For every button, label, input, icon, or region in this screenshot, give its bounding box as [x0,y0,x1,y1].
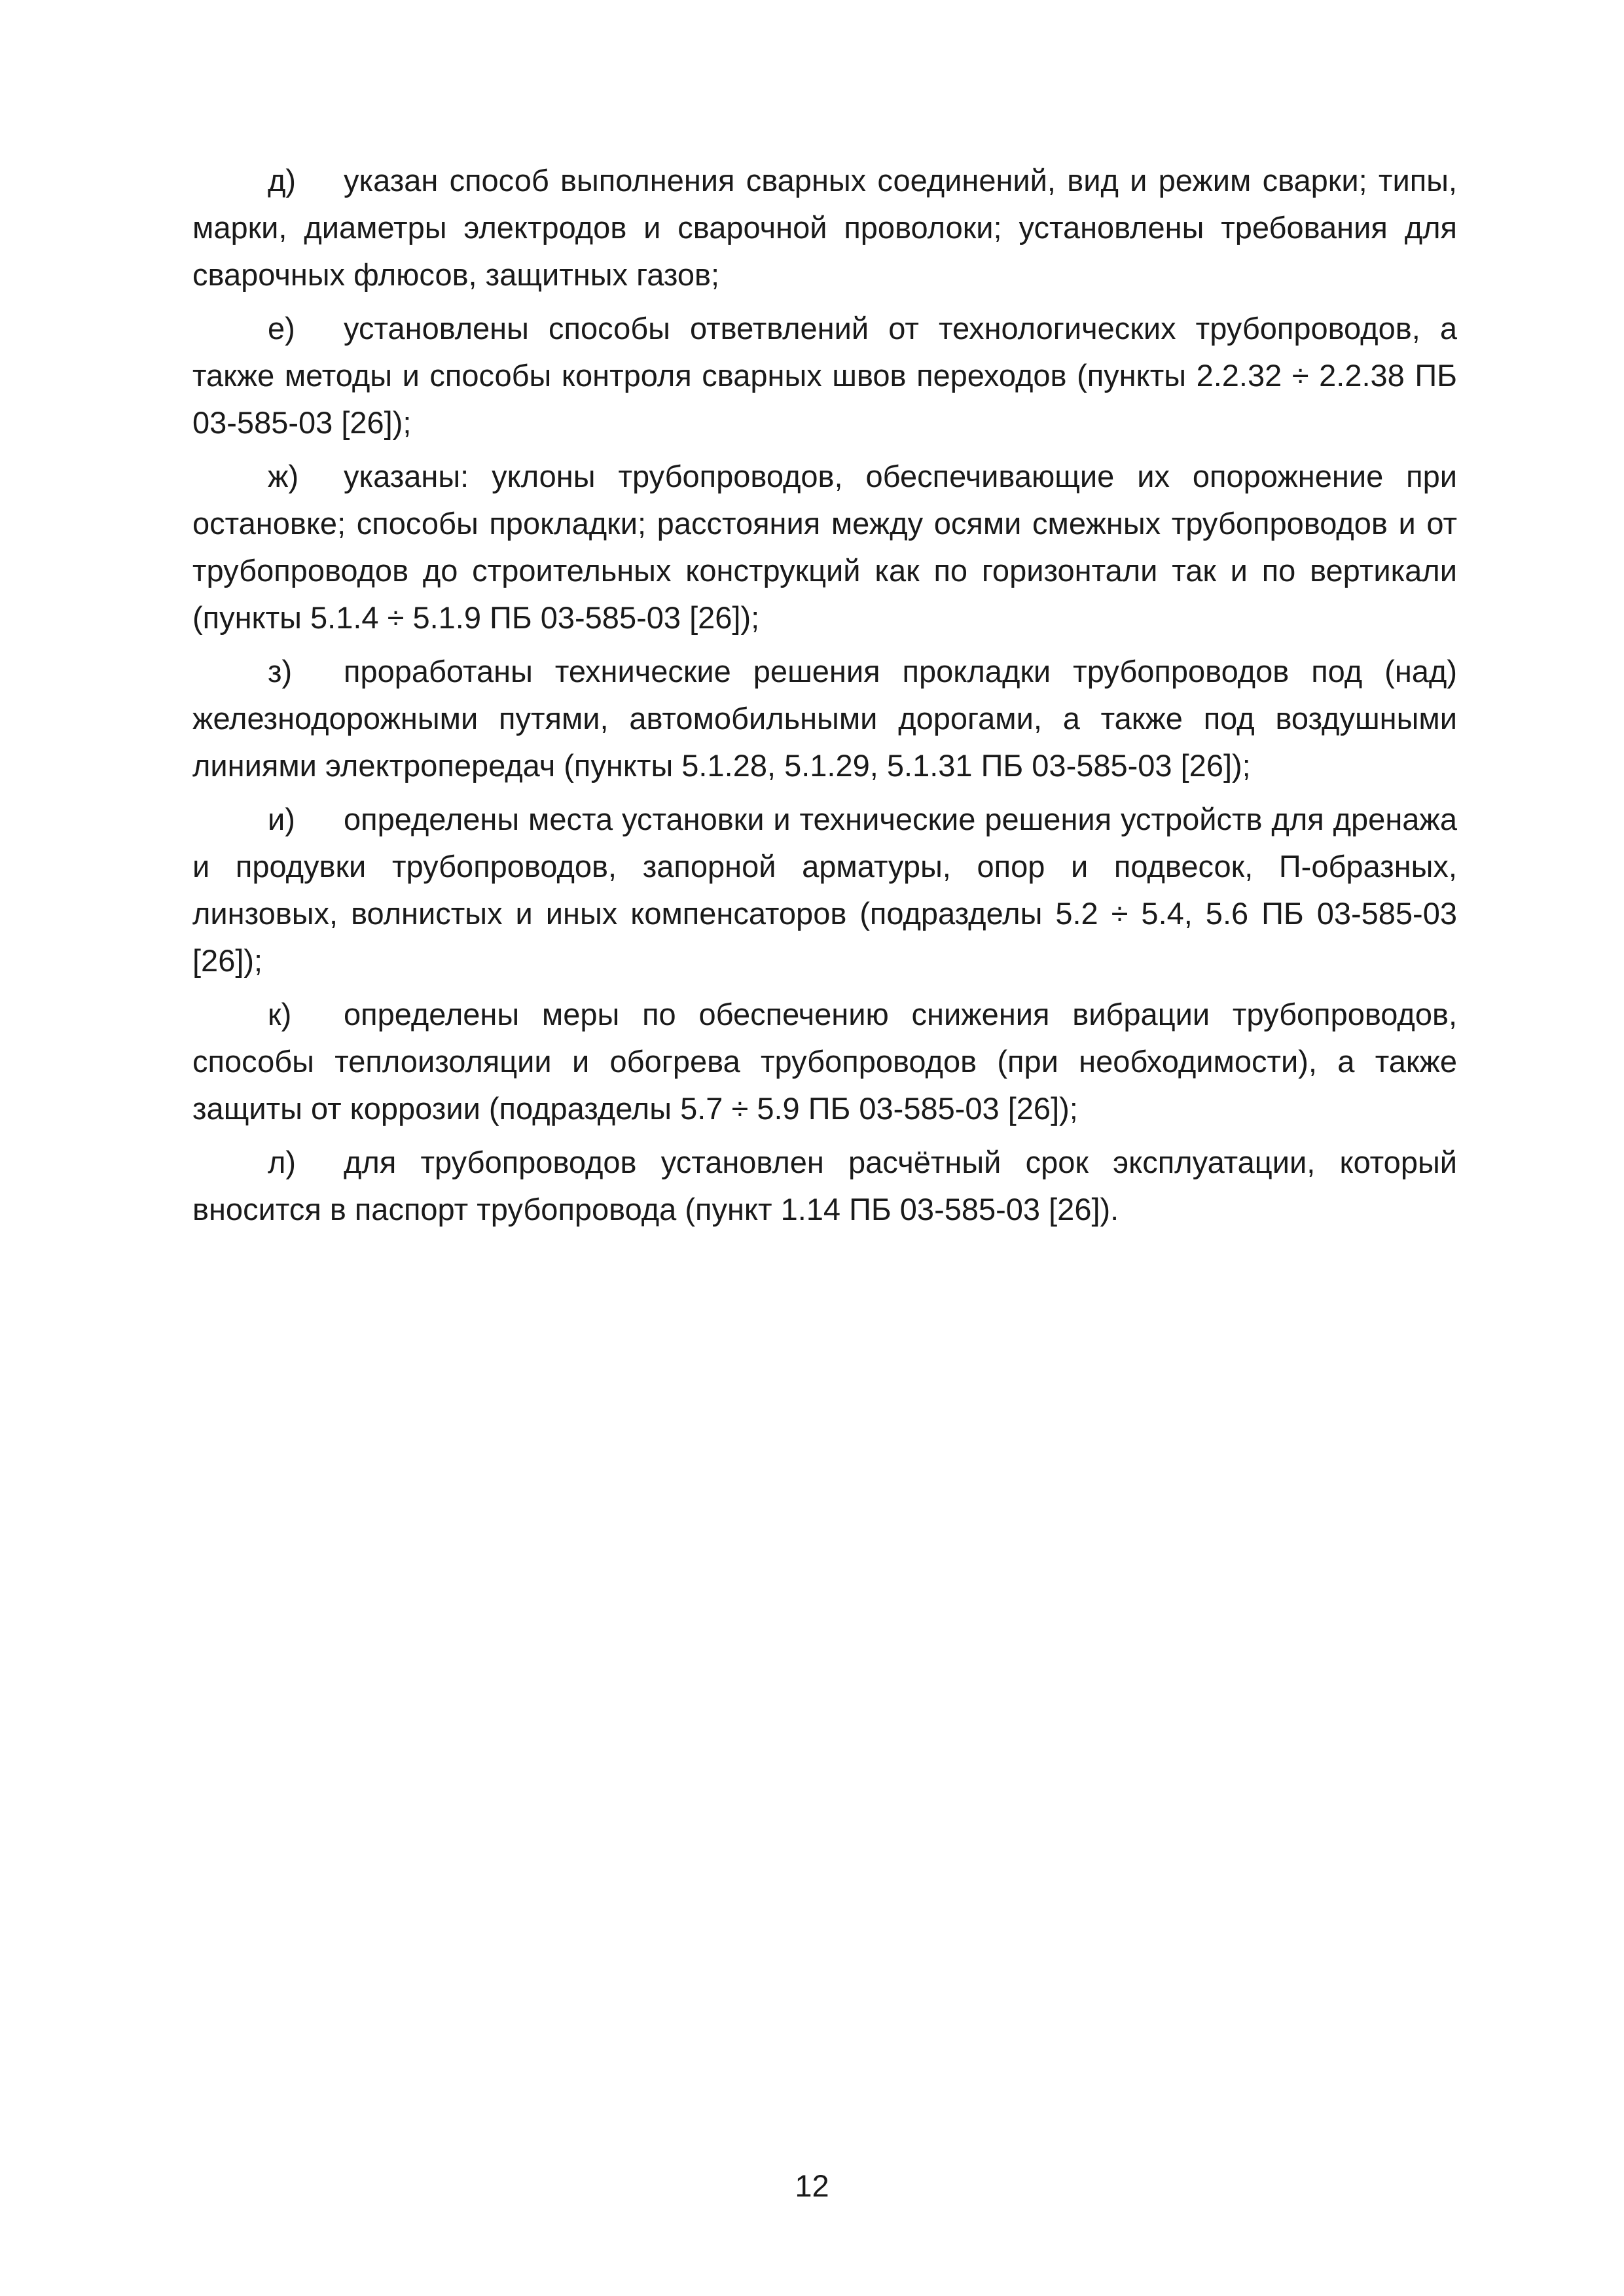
page-number: 12 [795,2168,829,2203]
list-item-text: определены места установки и технические решения устройств для дренажа и продувки трубопроводов, запорной арматуры, опор и подвесок, П-образных, линзовых, волнистых и иных компенсаторов (подразделы 5.2 ÷ 5.4, 5.6 ПБ 03-585-03 [26]); [192,802,1457,978]
list-item-text: для трубопроводов установлен расчётный срок эксплуатации, который вносится в паспорт трубопровода (пункт 1.14 ПБ 03-585-03 [26]). [192,1145,1457,1227]
list-item [192,305,1457,446]
list-item-text: указаны: уклоны трубопроводов, обеспечивающие их опорожнение при остановке; способы прокладки; расстояния между осями смежных трубопроводов и от трубопроводов до строительных конструкций как по горизонтали так и по вертикали (пункты 5.1.4 ÷ 5.1.9 ПБ 03-585-03 [26]); [192,459,1457,635]
list-item [192,991,1457,1132]
list-item-marker: л) [268,1145,297,1179]
document-body [192,157,1457,1240]
list-item-marker: д) [268,163,297,198]
list-item [192,1139,1457,1233]
list-item [192,453,1457,641]
list-item [192,157,1457,298]
list-item-marker: и) [268,802,295,836]
list-item [192,796,1457,984]
list-item-text: установлены способы ответвлений от технологических трубопроводов, а также методы и способы контроля сварных швов переходов (пункты 2.2.32 ÷ 2.2.38 ПБ 03-585-03 [26]); [192,311,1457,440]
list-item-marker: з) [268,654,293,689]
list-item-marker: к) [268,997,292,1031]
list-item-marker: ж) [268,459,299,493]
list-item-text: указан способ выполнения сварных соединений, вид и режим сварки; типы, марки, диаметры электродов и сварочной проволоки; установлены требования для сварочных флюсов, защитных газов; [192,163,1457,292]
list-item-marker: е) [268,311,295,346]
list-item [192,648,1457,789]
list-item-text: определены меры по обеспечению снижения вибрации трубопроводов, способы теплоизоляции и обогрева трубопроводов (при необходимости), а также защиты от коррозии (подразделы 5.7 ÷ 5.9 ПБ 03-585-03 [26]); [192,997,1457,1126]
list-item-text: проработаны технические решения прокладки трубопроводов под (над) железнодорожными путями, автомобильными дорогами, а также под воздушными линиями электропередач (пункты 5.1.28, 5.1.29, 5.1.31 ПБ 03-585-03 [26]); [192,654,1457,783]
